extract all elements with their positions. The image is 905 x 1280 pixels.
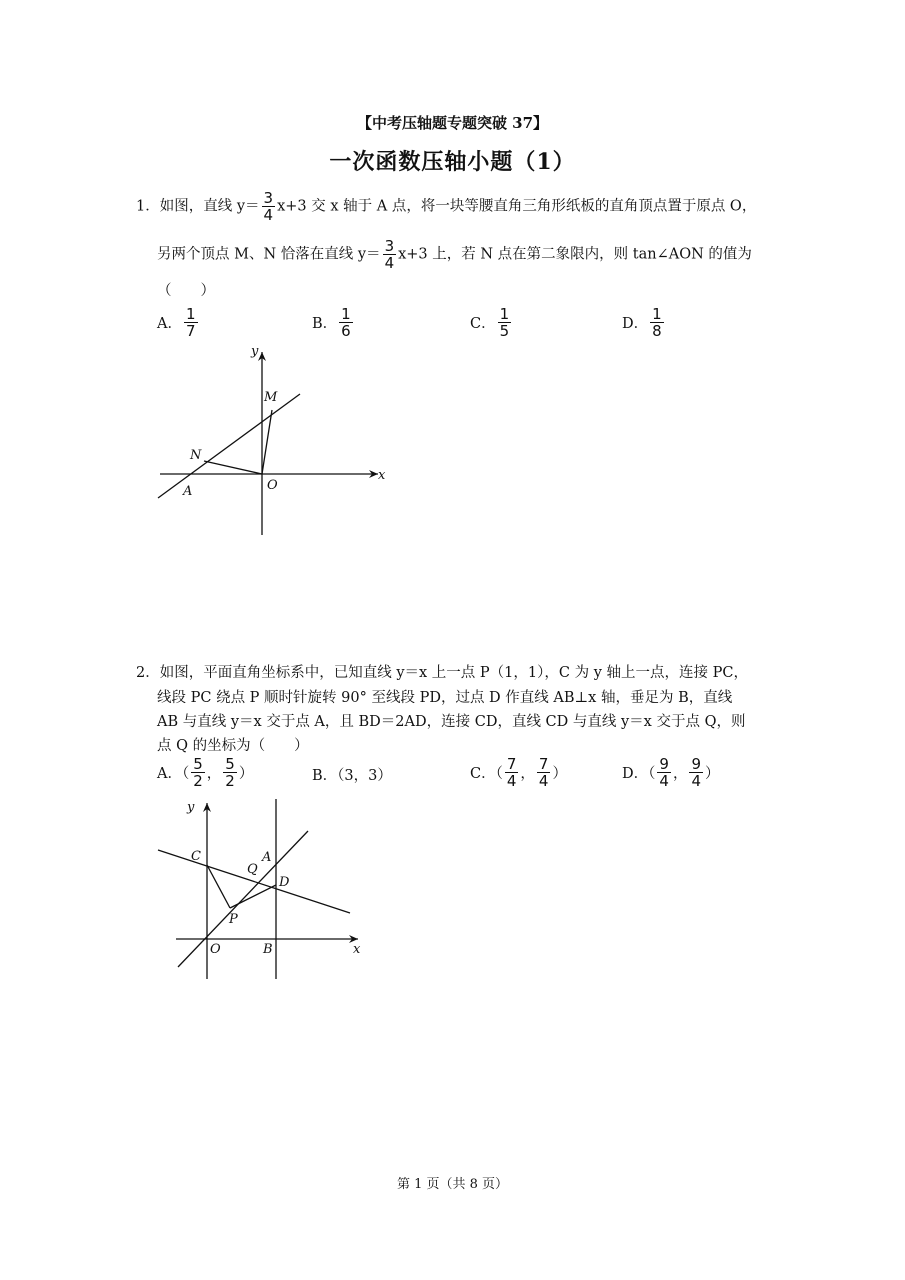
label-d: D bbox=[279, 875, 290, 890]
q1-choice-d[interactable]: D． $\frac{1}{8}$ bbox=[622, 305, 662, 340]
page-footer: 第 1 页（共 8 页） bbox=[396, 1177, 509, 1192]
page-title: 一次函数压轴小题（1） bbox=[329, 149, 576, 175]
q2-figure bbox=[150, 795, 375, 985]
q1-text-a: 1．如图，直线 y＝ bbox=[136, 198, 260, 215]
q1-line-2 bbox=[157, 238, 752, 271]
label-a: A bbox=[183, 484, 193, 499]
q2-line-3: AB 与直线 y＝x 交于点 A，且 BD＝2AD，连接 CD，直线 CD 与直线 y＝x 交于点 Q，则 bbox=[157, 714, 746, 730]
label-y: y bbox=[187, 800, 195, 815]
series-header: 【中考压轴题专题突破 37】 bbox=[356, 114, 549, 132]
q1-fraction-2: $\frac{3}{4}$ bbox=[384, 237, 395, 272]
label-b: B bbox=[263, 942, 273, 957]
label-a: A bbox=[262, 850, 272, 865]
q2-line-2: 线段 PC 绕点 P 顺时针旋转 90° 至线段 PD，过点 D 作直线 AB⊥x 轴，垂足为 B，直线 bbox=[157, 690, 733, 706]
q1-fraction: $\frac{3}{4}$ bbox=[263, 189, 274, 224]
q1-text-c: 另两个顶点 M、N 恰落在直线 y＝ bbox=[157, 246, 381, 263]
q1-text-b: x+3 交 x 轴于 A 点，将一块等腰直角三角形纸板的直角顶点置于原点 O， bbox=[277, 198, 757, 215]
label-x: x bbox=[353, 942, 361, 957]
label-y: y bbox=[251, 344, 259, 359]
label-m: M bbox=[264, 390, 278, 405]
label-n: N bbox=[190, 448, 202, 463]
q2-line-4: 点 Q 的坐标为（ ） bbox=[157, 738, 309, 754]
q1-line-3: （ ） bbox=[157, 283, 215, 299]
q1-figure bbox=[150, 340, 400, 540]
line-cd bbox=[158, 850, 350, 913]
q1-text-d: x+3 上，若 N 点在第二象限内，则 tan∠AON 的值为 bbox=[398, 246, 752, 263]
segment-om bbox=[262, 410, 272, 474]
label-x: x bbox=[378, 468, 386, 483]
q2-choice-a[interactable]: A．（ $\frac{5}{2}$ ， $\frac{5}{2}$ ） bbox=[157, 755, 254, 790]
q2-choice-d[interactable]: D．（ $\frac{9}{4}$ ， $\frac{9}{4}$ ） bbox=[622, 755, 720, 790]
segment-pc bbox=[207, 865, 230, 908]
line-l bbox=[158, 394, 300, 498]
label-o: O bbox=[210, 942, 221, 957]
label-p: P bbox=[229, 912, 238, 927]
label-o: O bbox=[267, 478, 278, 493]
q1-choice-c[interactable]: C． $\frac{1}{5}$ bbox=[470, 305, 510, 340]
q2-choice-c[interactable]: C．（ $\frac{7}{4}$ ， $\frac{7}{4}$ ） bbox=[470, 755, 567, 790]
q1-choice-a[interactable]: A． $\frac{1}{7}$ bbox=[157, 305, 196, 340]
q2-line-1: 2．如图，平面直角坐标系中，已知直线 y＝x 上一点 P（1，1），C 为 y 轴上一点，连接 PC， bbox=[136, 665, 748, 681]
q1-choice-b[interactable]: B． $\frac{1}{6}$ bbox=[312, 305, 351, 340]
label-c: C bbox=[191, 849, 201, 864]
label-q: Q bbox=[247, 862, 258, 877]
q2-choice-b[interactable]: B．（3，3） bbox=[312, 768, 392, 784]
q1-line-1 bbox=[136, 190, 756, 223]
segment-on bbox=[204, 461, 262, 474]
